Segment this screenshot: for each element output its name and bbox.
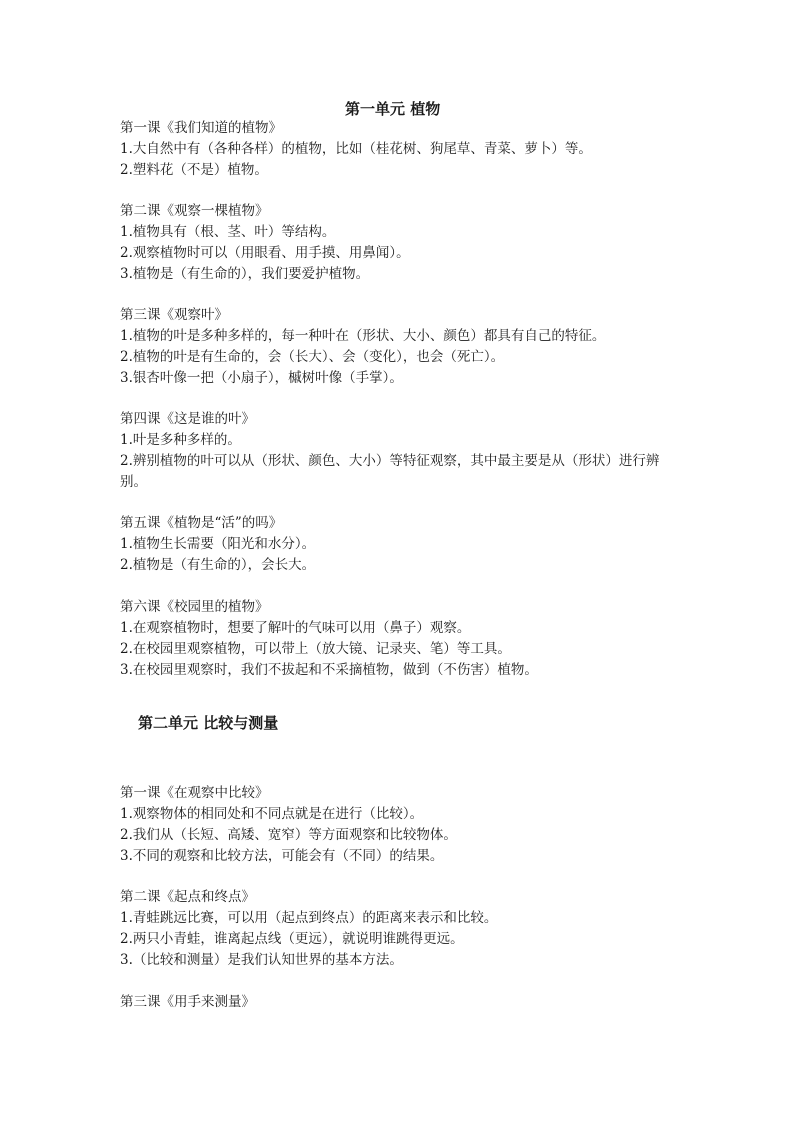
u2-lesson1-title: 第一课《在观察中比较》 — [120, 785, 269, 801]
u1-lesson1-item1: 1.大自然中有（各种各样）的植物，比如（桂花树、狗尾草、青菜、萝卜）等。 — [120, 141, 592, 157]
u1-lesson2-item3: 3.植物是（有生命的），我们要爱护植物。 — [120, 266, 370, 282]
u1-lesson5-item1: 1.植物生长需要（阳光和水分）。 — [120, 536, 316, 552]
u2-lesson2-title: 第二课《起点和终点》 — [120, 889, 255, 905]
u1-lesson4-item1: 1.叶是多种多样的。 — [120, 432, 241, 448]
u1-lesson4-item2: 2.辨别植物的叶可以从（形状、颜色、大小）等特征观察，其中最主要是从（形状）进行辨别。 — [120, 453, 660, 490]
u1-lesson6-item3: 3.在校园里观察时，我们不拔起和不采摘植物，做到（不伤害）植物。 — [120, 662, 538, 678]
u1-lesson1-item2: 2.塑料花（不是）植物。 — [120, 162, 268, 178]
u1-lesson2-title: 第二课《观察一棵植物》 — [120, 203, 269, 219]
u1-lesson3-item3: 3.银杏叶像一把（小扇子），槭树叶像（手掌）。 — [120, 370, 403, 386]
u1-lesson1-title: 第一课《我们知道的植物》 — [120, 120, 282, 136]
u1-lesson4-title: 第四课《这是谁的叶》 — [120, 411, 255, 427]
u1-lesson2-item1: 1.植物具有（根、茎、叶）等结构。 — [120, 224, 336, 240]
u2-lesson3-title: 第三课《用手来测量》 — [120, 994, 255, 1010]
u2-lesson1-item3: 3.不同的观察和比较方法，可能会有（不同）的结果。 — [120, 848, 444, 864]
u1-lesson5-item2: 2.植物是（有生命的），会长大。 — [120, 557, 316, 573]
u1-lesson6-title: 第六课《校园里的植物》 — [120, 599, 269, 615]
u1-lesson6-item1: 1.在观察植物时，想要了解叶的气味可以用（鼻子）观察。 — [120, 620, 471, 636]
u2-lesson1-item1: 1.观察物体的相同处和不同点就是在进行（比较）。 — [120, 806, 424, 822]
u2-lesson1-item2: 2.我们从（长短、高矮、宽窄）等方面观察和比较物体。 — [120, 827, 457, 843]
u2-lesson2-item2: 2.两只小青蛙，谁离起点线（更远），就说明谁跳得更远。 — [120, 931, 464, 947]
u1-lesson2-item2: 2.观察植物时可以（用眼看、用手摸、用鼻闻）。 — [120, 245, 410, 261]
u2-lesson2-item1: 1.青蛙跳远比赛，可以用（起点到终点）的距离来表示和比较。 — [120, 910, 498, 926]
u1-lesson3-item1: 1.植物的叶是多种多样的，每一种叶在（形状、大小、颜色）都具有自己的特征。 — [120, 328, 606, 344]
unit1-title: 第一单元 植物 — [345, 100, 441, 118]
u2-lesson2-item3: 3.（比较和测量）是我们认知世界的基本方法。 — [120, 952, 403, 968]
unit2-title: 第二单元 比较与测量 — [138, 714, 279, 732]
u1-lesson5-title: 第五课《植物是“活”的吗》 — [120, 515, 283, 531]
u1-lesson6-item2: 2.在校园里观察植物，可以带上（放大镜、记录夹、笔）等工具。 — [120, 641, 511, 657]
u1-lesson3-item2: 2.植物的叶是有生命的，会（长大）、会（变化），也会（死亡）。 — [120, 349, 505, 365]
u1-lesson3-title: 第三课《观察叶》 — [120, 307, 228, 323]
